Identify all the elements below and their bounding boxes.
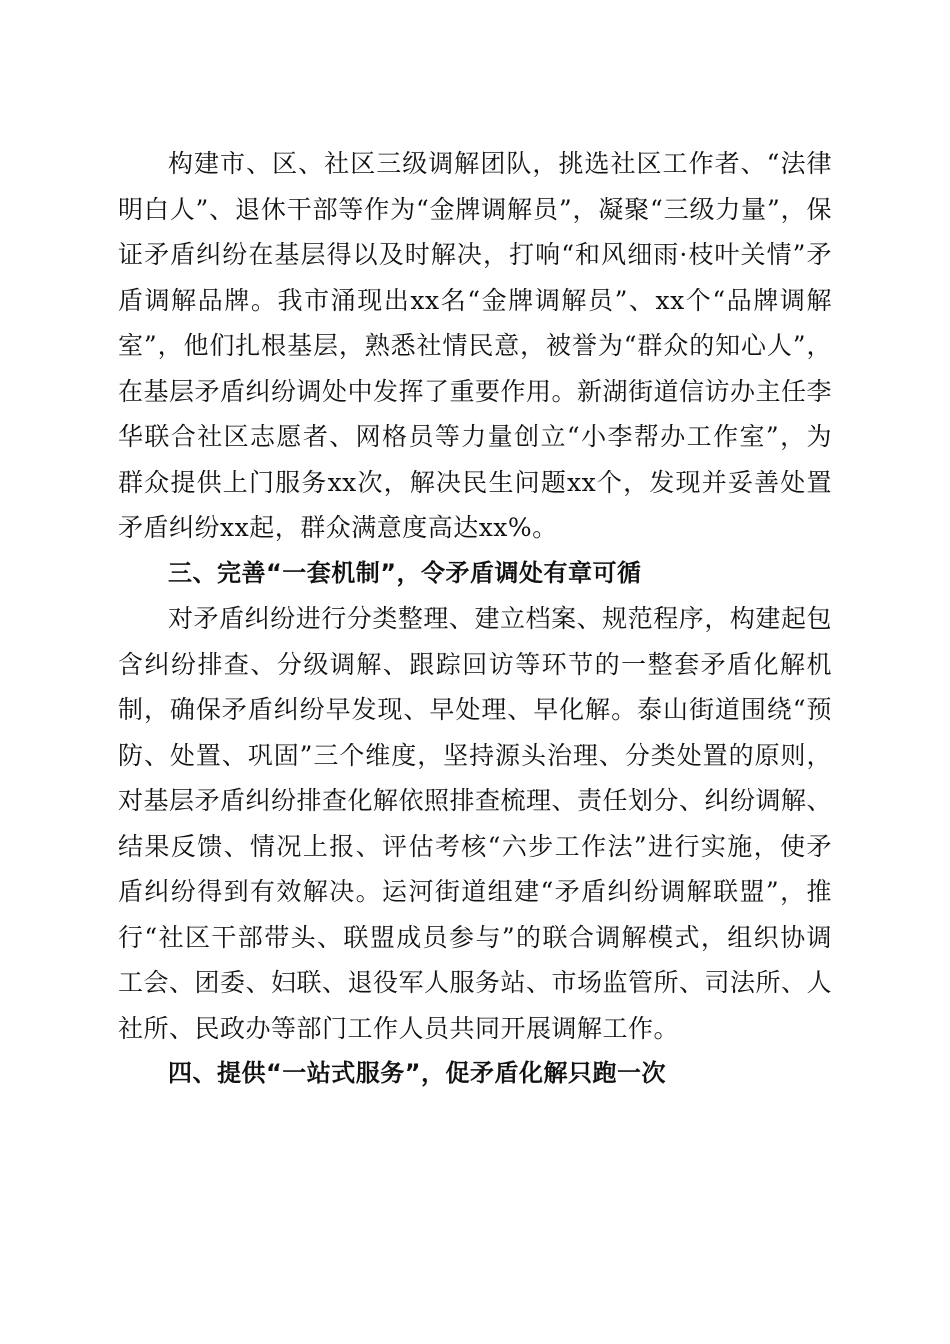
section-heading-four: 四、提供“一站式服务”，促矛盾化解只跑一次 — [168, 1059, 667, 1087]
section-heading-three: 三、完善“一套机制”，令矛盾调处有章可循 — [168, 558, 642, 587]
paragraph-mechanism: 对矛盾纠纷进行分类整理、建立档案、规范程序，构建起包含纠纷排查、分级调解、跟踪回访等环节的一整套矛盾化解机制，确保矛盾纠纷早发现、早处理、早化解。泰山街道围绕“预防、处置、巩固”三个维度，坚持源头治理、分类处置的原则，对基层矛盾纠纷排查化解依照排查梳理、责任划分、纠纷调解、结果反馈、情况上报、评估考核“六步工作法”进行实施，使矛盾纠纷得到有效解决。运河街道组建“矛盾纠纷调解联盟”，推行“社区干部带头、联盟成员参与”的联合调解模式，组织协调工会、团委、妇联、退役军人服务站、市场监管所、司法所、人社所、民政办等部门工作人员共同开展调解工作。 — [118, 604, 833, 1043]
document-body — [118, 141, 832, 1097]
paragraph-mediation-teams: 构建市、区、社区三级调解团队，挑选社区工作者、“法律明白人”、退休干部等作为“金牌调解员”，凝聚“三级力量”，保证矛盾纠纷在基层得以及时解决，打响“和风细雨·枝叶关情”矛盾调解品牌。我市涌现出xx名“金牌调解员”、xx个“品牌调解室”，他们扎根基层，熟悉社情民意，被誉为“群众的知心人”，在基层矛盾纠纷调处中发挥了重要作用。新湖街道信访办主任李华联合社区志愿者、网格员等力量创立“小李帮办工作室”，为群众提供上门服务xx次，解决民生问题xx个，发现并妥善处置矛盾纠纷xx起，群众满意度高达xx%。 — [118, 149, 833, 542]
